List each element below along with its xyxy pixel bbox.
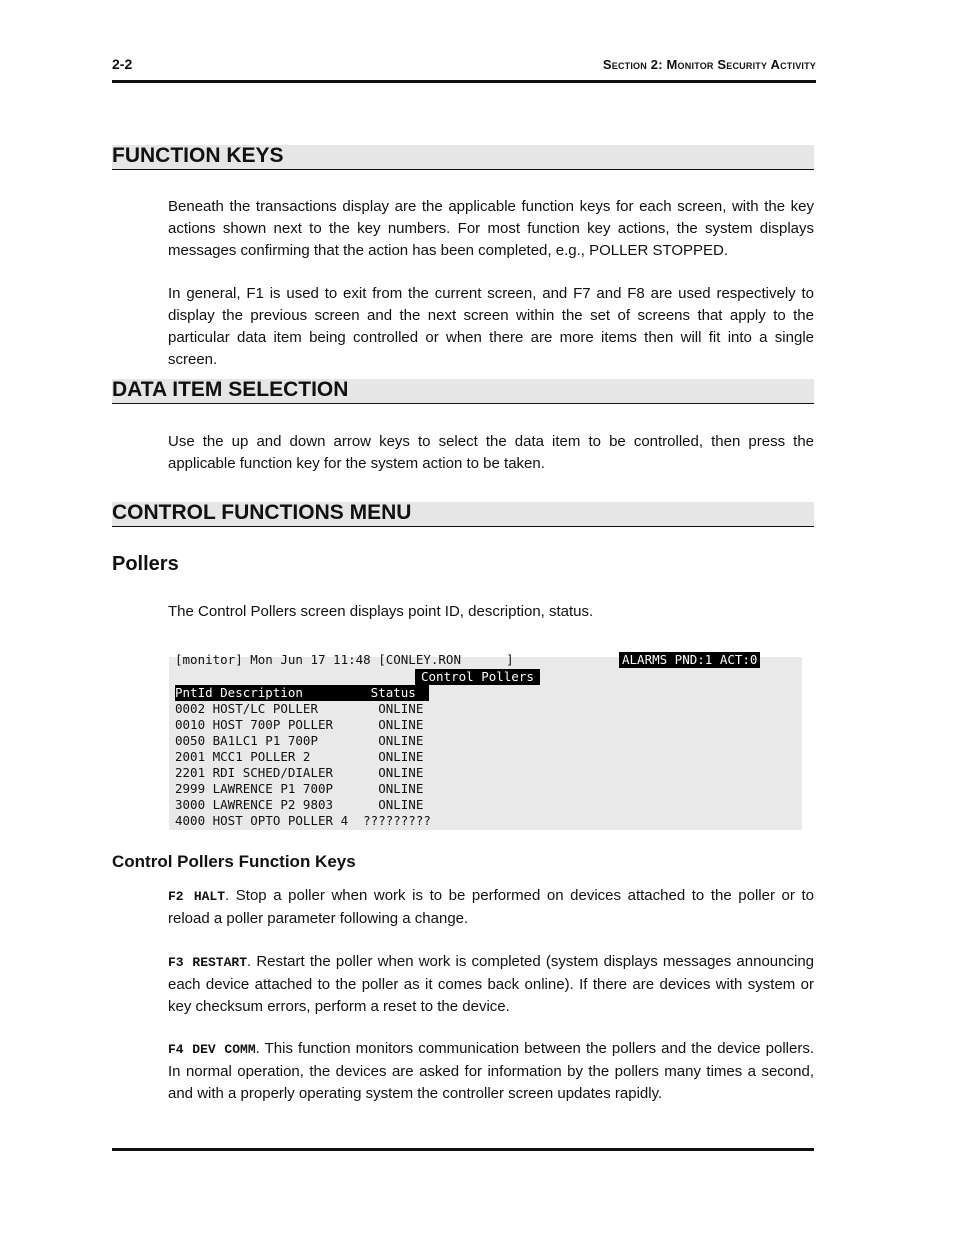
- function-key-label: F4 DEV COMM: [168, 1042, 256, 1057]
- section-heading-text: FUNCTION KEYS: [112, 144, 284, 167]
- function-key-item-dev-comm: [168, 1038, 814, 1105]
- poller-row: 3000 LAWRENCE P2 9803 ONLINE: [175, 797, 424, 812]
- screen-title: Control Pollers: [415, 669, 540, 685]
- function-key-label: F2 HALT: [168, 889, 226, 904]
- function-key-description: . Restart the poller when work is completed (system displays messages announcing each device attached to the poller as it comes back online). If there are devices with system or key checksum errors, perform a reset to the device.: [168, 953, 815, 1015]
- section-heading-data-item-selection: [112, 379, 814, 404]
- page-number: 2-2: [112, 56, 133, 72]
- paragraph-function-keys-2: In general, F1 is used to exit from the current screen, and F7 and F8 are used respectively to display the previous screen and the next screen within the set of screens that apply to the particular data item being controlled or when there are more items then will fit into a single screen.: [168, 285, 814, 368]
- subheading-control-pollers-function-keys: Control Pollers Function Keys: [112, 852, 356, 871]
- function-key-description: . Stop a poller when work is to be performed on devices attached to the poller or to reload a poller parameter following a change.: [168, 887, 814, 927]
- footer-rule: [112, 1148, 814, 1151]
- function-key-item-halt: [168, 885, 814, 930]
- poller-row: 2001 MCC1 POLLER 2 ONLINE: [175, 749, 424, 764]
- function-key-item-restart: [168, 951, 814, 1018]
- function-key-description: . This function monitors communication between the pollers and the device pollers. In normal operation, the devices are asked for information by the pollers many times a second, and with a properly operating system the controller screen updates rapidly.: [168, 1040, 814, 1102]
- poller-row: 0010 HOST 700P POLLER ONLINE: [175, 717, 424, 732]
- alarms-indicator: ALARMS PND:1 ACT:0: [619, 652, 760, 668]
- terminal-screenshot: [169, 652, 802, 830]
- paragraph-function-keys-1: Beneath the transactions display are the applicable function keys for each screen, with the key actions shown next to the key numbers. For most function key actions, the system displays messages confirming that the action has been completed, e.g., POLLER STOPPED.: [168, 198, 814, 259]
- section-heading-control-functions-menu: [112, 502, 814, 527]
- poller-row: 2201 RDI SCHED/DIALER ONLINE: [175, 765, 424, 780]
- column-header-bar: PntId Description Status: [175, 685, 429, 701]
- section-heading-function-keys: [112, 145, 814, 170]
- subheading-pollers: Pollers: [112, 553, 179, 575]
- poller-row: 4000 HOST OPTO POLLER 4 ?????????: [175, 813, 431, 828]
- section-heading-text: CONTROL FUNCTIONS MENU: [112, 501, 412, 524]
- function-key-label: F3 RESTART: [168, 955, 248, 970]
- poller-row: 0002 HOST/LC POLLER ONLINE: [175, 701, 424, 716]
- section-heading-text: DATA ITEM SELECTION: [112, 378, 349, 401]
- running-header: Section 2: Monitor Security Activity: [602, 57, 816, 72]
- poller-row: 2999 LAWRENCE P1 700P ONLINE: [175, 781, 424, 796]
- terminal-status-line: [monitor] Mon Jun 17 11:48 [CONLEY.RON ]: [175, 652, 514, 667]
- poller-row: 0050 BA1LC1 P1 700P ONLINE: [175, 733, 424, 748]
- header-rule: [112, 80, 816, 83]
- paragraph-pollers-intro: The Control Pollers screen displays point ID, description, status.: [168, 603, 594, 620]
- paragraph-data-item-selection: Use the up and down arrow keys to select the data item to be controlled, then press the applicable function key for the system action to be taken.: [168, 433, 814, 472]
